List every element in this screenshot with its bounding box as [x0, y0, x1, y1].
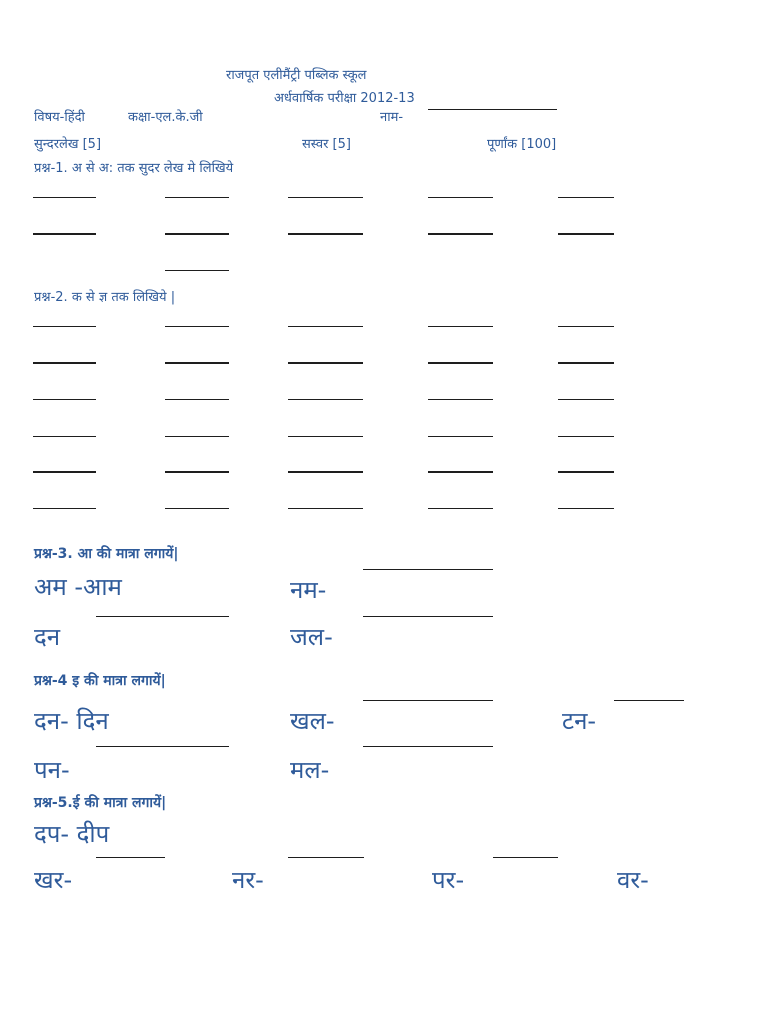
answer-line[interactable] [558, 197, 614, 198]
answer-line[interactable] [493, 857, 558, 858]
answer-line[interactable] [428, 471, 493, 473]
answer-line[interactable] [288, 508, 363, 509]
answer-line[interactable] [288, 233, 363, 235]
answer-line[interactable] [558, 399, 614, 400]
answer-line[interactable] [558, 508, 614, 509]
answer-line[interactable] [165, 399, 229, 400]
answer-line[interactable] [428, 197, 493, 198]
answer-line[interactable] [33, 508, 96, 509]
vowels-marks: सस्वर [5] [302, 137, 351, 152]
q5-example: दप- दीप [34, 820, 110, 848]
q4-item-pan: पन- [34, 756, 70, 784]
q4-item-dan-din: दन- दिन [34, 707, 109, 735]
answer-line[interactable] [33, 436, 96, 437]
answer-line[interactable] [288, 197, 363, 198]
q5-item-nar: नर- [232, 866, 264, 894]
class-label: कक्षा-एल.के.जी [128, 110, 203, 125]
answer-line[interactable] [614, 700, 684, 701]
answer-line[interactable] [33, 362, 96, 364]
answer-line[interactable] [33, 471, 96, 473]
q4-item-mal: मल- [290, 756, 330, 784]
answer-line[interactable] [165, 326, 229, 327]
answer-line[interactable] [165, 270, 229, 271]
answer-line[interactable] [428, 233, 493, 235]
answer-line[interactable] [165, 362, 229, 364]
answer-line[interactable] [165, 197, 229, 198]
answer-line[interactable] [33, 197, 96, 198]
q5-item-var: वर- [617, 866, 649, 894]
answer-line[interactable] [288, 857, 364, 858]
answer-line[interactable] [165, 471, 229, 473]
answer-line[interactable] [558, 436, 614, 437]
answer-line[interactable] [363, 700, 493, 701]
school-name: राजपूत एलीमैंट्री पब्लिक स्कूल [226, 68, 367, 83]
answer-line[interactable] [558, 362, 614, 364]
q3-item-am: अम -आम [34, 573, 122, 601]
q5-item-khar: खर- [34, 866, 73, 894]
answer-line[interactable] [165, 233, 229, 235]
q4-item-tan: टन- [562, 707, 597, 735]
q4-prompt: प्रश्न-4 इ की मात्रा लगायें| [34, 673, 166, 689]
q1-prompt: प्रश्न-1. अ से अ: तक सुदर लेख मे लिखिये [34, 161, 234, 176]
answer-line[interactable] [96, 746, 229, 747]
answer-line[interactable] [428, 508, 493, 509]
q3-item-nam: नम- [290, 576, 327, 604]
q3-item-jal: जल- [290, 623, 333, 651]
q2-prompt: प्रश्न-2. क से ज्ञ तक लिखिये | [34, 290, 176, 305]
answer-line[interactable] [33, 233, 96, 235]
q3-item-dan: दन [34, 623, 61, 651]
answer-line[interactable] [288, 399, 363, 400]
q5-item-par: पर- [432, 866, 465, 894]
answer-line[interactable] [288, 362, 363, 364]
answer-line[interactable] [165, 508, 229, 509]
answer-line[interactable] [428, 399, 493, 400]
answer-line[interactable] [558, 471, 614, 473]
answer-line[interactable] [558, 233, 614, 235]
answer-line[interactable] [288, 326, 363, 327]
calligraphy-marks: सुन्दरलेख [5] [34, 137, 102, 152]
answer-line[interactable] [428, 436, 493, 437]
answer-line[interactable] [288, 471, 363, 473]
answer-line[interactable] [558, 326, 614, 327]
name-underline[interactable] [428, 109, 557, 110]
q3-prompt: प्रश्न-3. आ की मात्रा लगायें| [34, 546, 179, 562]
q4-item-khal: खल- [290, 707, 335, 735]
answer-line[interactable] [96, 616, 229, 617]
answer-line[interactable] [33, 399, 96, 400]
answer-line[interactable] [363, 746, 493, 747]
answer-line[interactable] [363, 569, 493, 570]
subject-label: विषय-हिंदी [34, 110, 85, 125]
answer-line[interactable] [96, 857, 165, 858]
exam-title: अर्धवार्षिक परीक्षा 2012-13 [274, 91, 415, 106]
answer-line[interactable] [165, 436, 229, 437]
answer-line[interactable] [428, 326, 493, 327]
answer-line[interactable] [363, 616, 493, 617]
total-marks: पूर्णांक [100] [487, 137, 557, 152]
answer-line[interactable] [428, 362, 493, 364]
name-label: नाम- [380, 110, 404, 125]
q5-prompt: प्रश्न-5.ई की मात्रा लगायें| [34, 795, 167, 811]
answer-line[interactable] [288, 436, 363, 437]
answer-line[interactable] [33, 326, 96, 327]
